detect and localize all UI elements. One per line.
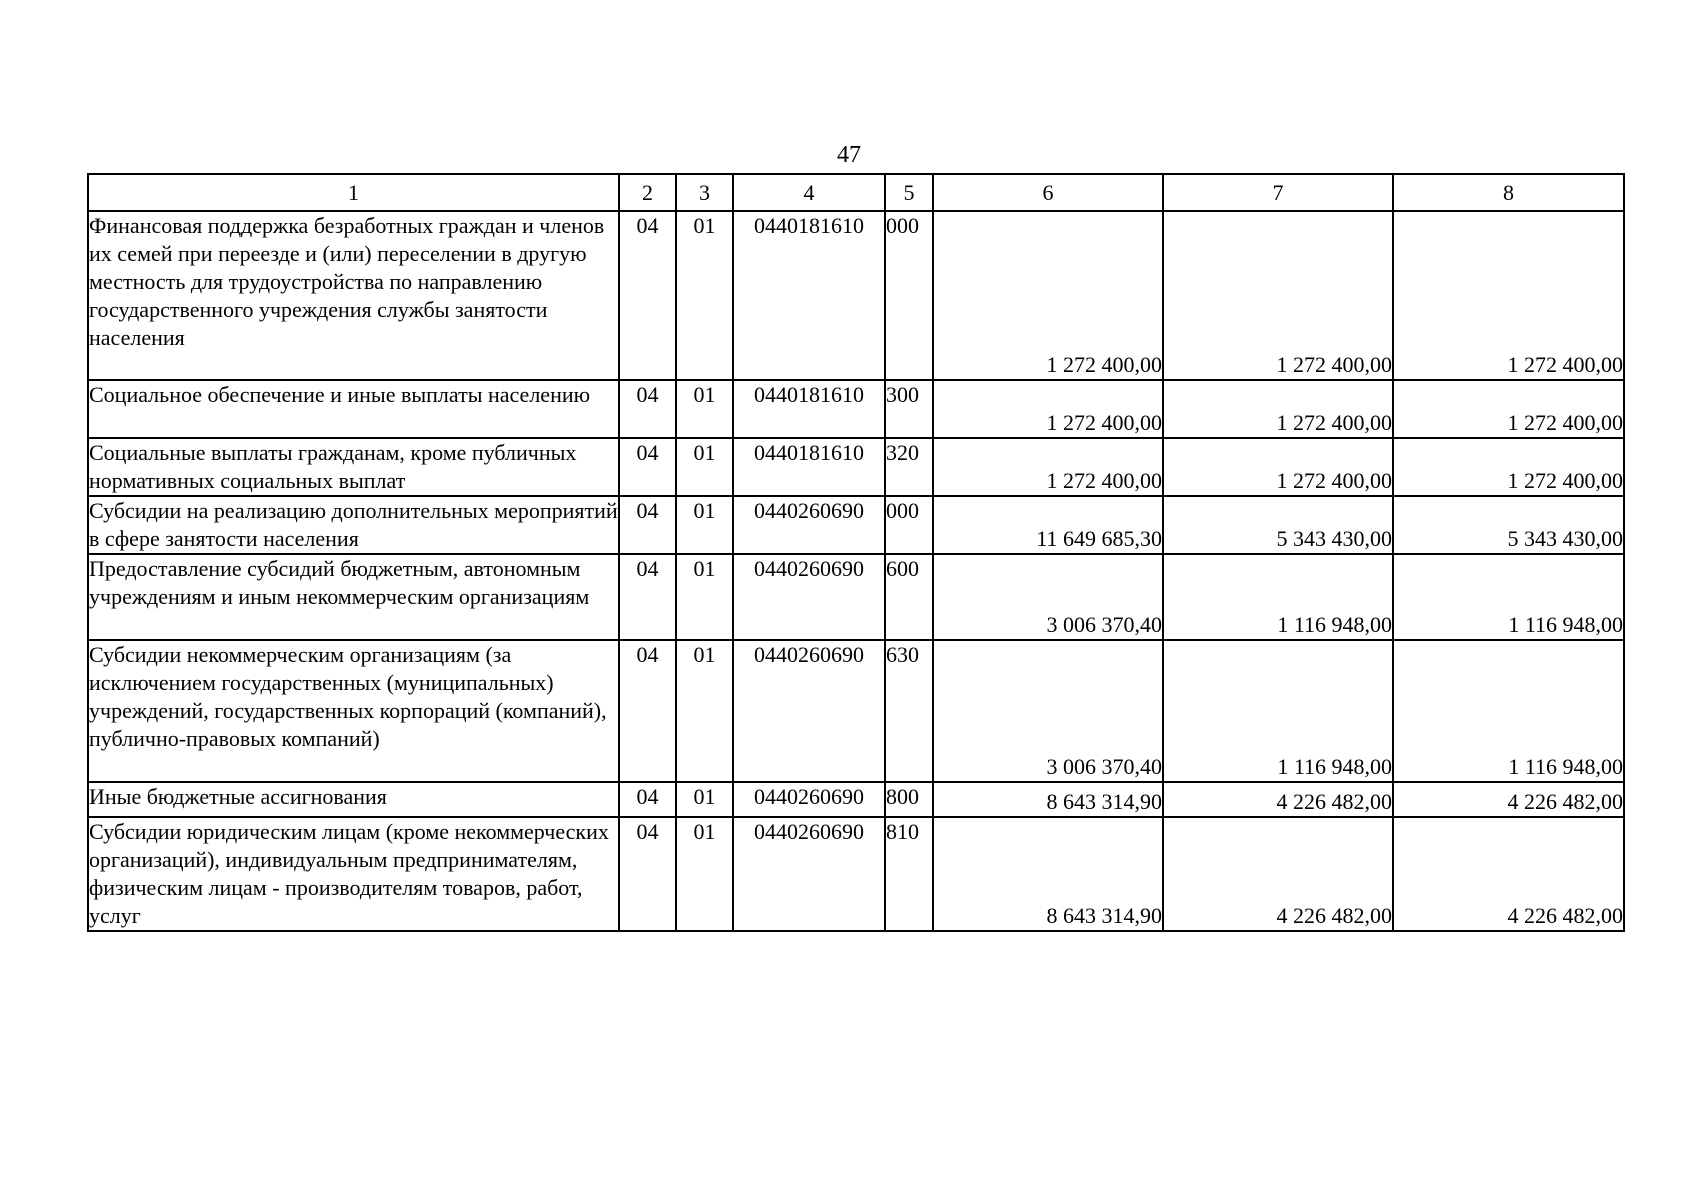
- amount-col6: 8 643 314,90: [933, 782, 1163, 817]
- amount-col6: 1 272 400,00: [933, 438, 1163, 496]
- table-row: [88, 640, 1624, 782]
- section-code: 04: [619, 380, 676, 438]
- amount-col8: 5 343 430,00: [1393, 496, 1624, 554]
- expense-type-code: 800: [885, 782, 933, 817]
- amount-col8: 1 116 948,00: [1393, 640, 1624, 782]
- target-article-code: 0440260690: [733, 554, 885, 640]
- target-article-code: 0440181610: [733, 211, 885, 380]
- amount-col8: 1 272 400,00: [1393, 380, 1624, 438]
- amount-col6: 8 643 314,90: [933, 817, 1163, 931]
- section-code: 04: [619, 496, 676, 554]
- amount-col6: 3 006 370,40: [933, 554, 1163, 640]
- table-row: [88, 438, 1624, 496]
- row-name: Субсидии на реализацию дополнительных мероприятий в сфере занятости населения: [88, 496, 619, 554]
- amount-col7: 1 272 400,00: [1163, 380, 1393, 438]
- expense-type-code: 600: [885, 554, 933, 640]
- expense-type-code: 300: [885, 380, 933, 438]
- column-header-5: 5: [885, 174, 933, 211]
- target-article-code: 0440181610: [733, 438, 885, 496]
- table-row: [88, 554, 1624, 640]
- row-name: Субсидии некоммерческим организациям (за исключением государственных (муниципальных) учреждений, государственных корпораций (компаний), публично-правовых компаний): [88, 640, 619, 782]
- amount-col7: 4 226 482,00: [1163, 782, 1393, 817]
- amount-col7: 1 272 400,00: [1163, 211, 1393, 380]
- subsection-code: 01: [676, 211, 733, 380]
- subsection-code: 01: [676, 496, 733, 554]
- table-row: [88, 211, 1624, 380]
- target-article-code: 0440260690: [733, 640, 885, 782]
- subsection-code: 01: [676, 817, 733, 931]
- table-row: [88, 496, 1624, 554]
- target-article-code: 0440181610: [733, 380, 885, 438]
- section-code: 04: [619, 640, 676, 782]
- expense-type-code: 630: [885, 640, 933, 782]
- subsection-code: 01: [676, 554, 733, 640]
- amount-col6: 1 272 400,00: [933, 211, 1163, 380]
- column-header-7: 7: [1163, 174, 1393, 211]
- table-row: [88, 782, 1624, 817]
- row-name: Социальное обеспечение и иные выплаты населению: [88, 380, 619, 438]
- row-name: Финансовая поддержка безработных граждан и членов их семей при переезде и (или) переселении в другую местность для трудоустройства по направлению государственного учреждения службы занятости населения: [88, 211, 619, 380]
- row-name: Социальные выплаты гражданам, кроме публичных нормативных социальных выплат: [88, 438, 619, 496]
- column-header-3: 3: [676, 174, 733, 211]
- row-name: Предоставление субсидий бюджетным, автономным учреждениям и иным некоммерческим организациям: [88, 554, 619, 640]
- amount-col8: 4 226 482,00: [1393, 782, 1624, 817]
- amount-col6: 1 272 400,00: [933, 380, 1163, 438]
- amount-col7: 1 116 948,00: [1163, 640, 1393, 782]
- column-number-header-row: [88, 174, 1624, 211]
- section-code: 04: [619, 782, 676, 817]
- section-code: 04: [619, 438, 676, 496]
- column-header-6: 6: [933, 174, 1163, 211]
- amount-col7: 5 343 430,00: [1163, 496, 1393, 554]
- expense-type-code: 810: [885, 817, 933, 931]
- column-header-8: 8: [1393, 174, 1624, 211]
- amount-col7: 1 116 948,00: [1163, 554, 1393, 640]
- target-article-code: 0440260690: [733, 817, 885, 931]
- subsection-code: 01: [676, 782, 733, 817]
- expense-type-code: 000: [885, 496, 933, 554]
- table-row: [88, 380, 1624, 438]
- expense-type-code: 000: [885, 211, 933, 380]
- row-name: Иные бюджетные ассигнования: [88, 782, 619, 817]
- target-article-code: 0440260690: [733, 782, 885, 817]
- target-article-code: 0440260690: [733, 496, 885, 554]
- table-row: [88, 817, 1624, 931]
- subsection-code: 01: [676, 640, 733, 782]
- column-header-4: 4: [733, 174, 885, 211]
- expense-type-code: 320: [885, 438, 933, 496]
- amount-col7: 1 272 400,00: [1163, 438, 1393, 496]
- amount-col7: 4 226 482,00: [1163, 817, 1393, 931]
- budget-table: [87, 173, 1625, 932]
- column-header-1: 1: [88, 174, 619, 211]
- amount-col8: 4 226 482,00: [1393, 817, 1624, 931]
- amount-col8: 1 272 400,00: [1393, 438, 1624, 496]
- section-code: 04: [619, 211, 676, 380]
- amount-col6: 3 006 370,40: [933, 640, 1163, 782]
- amount-col8: 1 116 948,00: [1393, 554, 1624, 640]
- row-name: Субсидии юридическим лицам (кроме некоммерческих организаций), индивидуальным предпринимателям, физическим лицам - производителям товаров, работ, услуг: [88, 817, 619, 931]
- amount-col6: 11 649 685,30: [933, 496, 1163, 554]
- page-number: 47: [837, 142, 861, 168]
- section-code: 04: [619, 554, 676, 640]
- column-header-2: 2: [619, 174, 676, 211]
- subsection-code: 01: [676, 380, 733, 438]
- subsection-code: 01: [676, 438, 733, 496]
- amount-col8: 1 272 400,00: [1393, 211, 1624, 380]
- section-code: 04: [619, 817, 676, 931]
